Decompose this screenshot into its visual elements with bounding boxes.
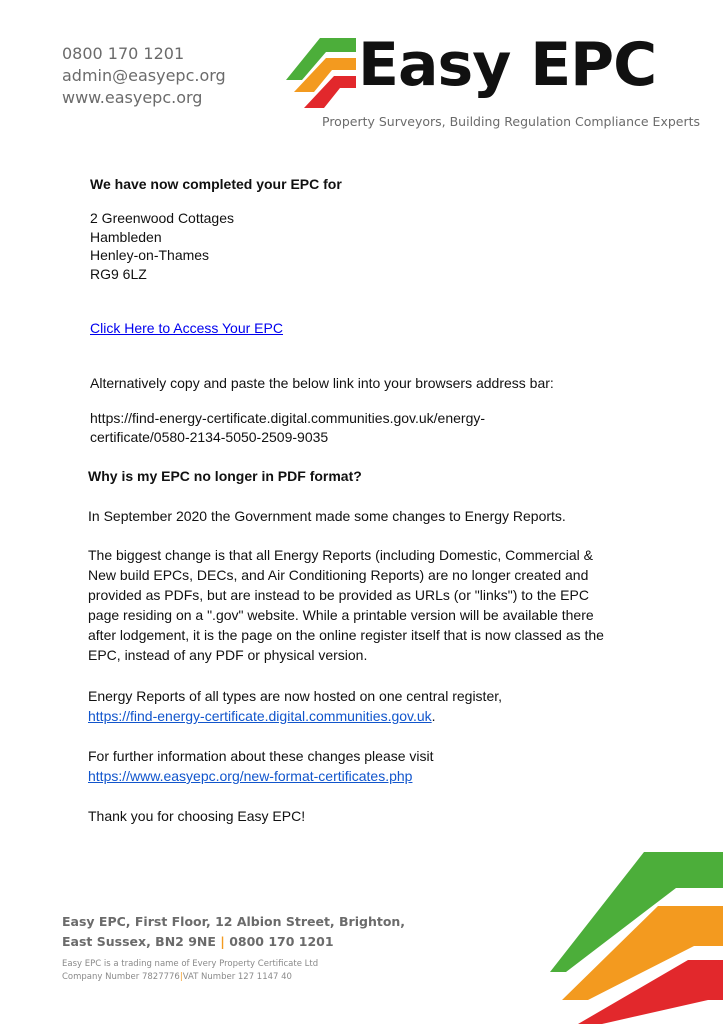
paragraph-line: EPC, instead of any PDF or physical version. <box>88 647 368 663</box>
footer-phone: 0800 170 1201 <box>229 934 334 949</box>
tagline: Property Surveyors, Building Regulation Compliance Experts <box>322 114 701 129</box>
closing-line: Thank you for choosing Easy EPC! <box>88 808 306 824</box>
footer-address <box>62 912 405 952</box>
logo-stripes-icon <box>286 36 356 116</box>
paragraph-biggest-change <box>88 545 604 665</box>
footer-address-line2: East Sussex, BN2 9NE <box>62 934 216 949</box>
address-line: Hambleden <box>90 228 162 245</box>
footer-legal-separator: | <box>179 972 183 982</box>
central-register-link[interactable]: https://find-energy-certificate.digital.communities.gov.uk <box>88 708 432 724</box>
logo-text: Easy EPC <box>358 30 657 100</box>
address-line: 2 Greenwood Cottages <box>90 210 234 226</box>
access-epc-link[interactable]: Click Here to Access Your EPC <box>90 320 283 336</box>
paragraph-line: New build EPCs, DECs, and Air Conditioning Reports) are no longer created and <box>88 567 589 583</box>
paragraph-further-info <box>88 746 434 786</box>
paragraph-line: Energy Reports of all types are now hosted on one central register, <box>88 688 503 704</box>
footer-vat-number: VAT Number 127 1147 40 <box>182 972 292 982</box>
header-website: www.easyepc.org <box>62 88 203 107</box>
header-email: admin@easyepc.org <box>62 66 226 85</box>
easy-epc-logo <box>286 30 686 116</box>
paragraph-line: The biggest change is that all Energy Reports (including Domestic, Commercial & <box>88 547 594 563</box>
completion-heading: We have now completed your EPC for <box>90 176 342 192</box>
contact-block <box>62 43 226 109</box>
footer-separator: | <box>220 934 225 949</box>
paragraph-september: In September 2020 the Government made some changes to Energy Reports. <box>88 508 566 524</box>
paragraph-line: page residing on a ".gov" website. While a printable version will be available there <box>88 607 594 623</box>
paragraph-line: provided as PDFs, but are instead to be provided as URLs (or "links") to the EPC <box>88 587 589 603</box>
period: . <box>431 708 436 724</box>
alternative-instructions: Alternatively copy and paste the below link into your browsers address bar: <box>90 375 554 391</box>
footer-company-number: Company Number 7827776 <box>62 972 180 982</box>
paragraph-line: after lodgement, it is the page on the online register itself that is now classed as the <box>88 627 604 643</box>
footer-legal <box>62 958 318 984</box>
address-line: RG9 6LZ <box>90 265 147 282</box>
paragraph-line: For further information about these changes please visit <box>88 748 434 764</box>
epc-url <box>90 409 485 446</box>
new-format-link[interactable]: https://www.easyepc.org/new-format-certificates.php <box>88 768 413 784</box>
epc-url-line: certificate/0580-2134-5050-2509-9035 <box>90 428 329 445</box>
address-line: Henley-on-Thames <box>90 247 210 263</box>
paragraph-central-register <box>88 686 502 726</box>
footer-trading-name: Easy EPC is a trading name of Every Property Certificate Ltd <box>62 959 319 969</box>
epc-url-line: https://find-energy-certificate.digital.communities.gov.uk/energy- <box>90 410 486 426</box>
header-phone: 0800 170 1201 <box>62 44 185 63</box>
property-address <box>90 209 234 283</box>
pdf-format-heading: Why is my EPC no longer in PDF format? <box>88 468 362 484</box>
corner-stripes-icon <box>548 848 723 1024</box>
footer-address-line1: Easy EPC, First Floor, 12 Albion Street, Brighton, <box>62 914 406 929</box>
